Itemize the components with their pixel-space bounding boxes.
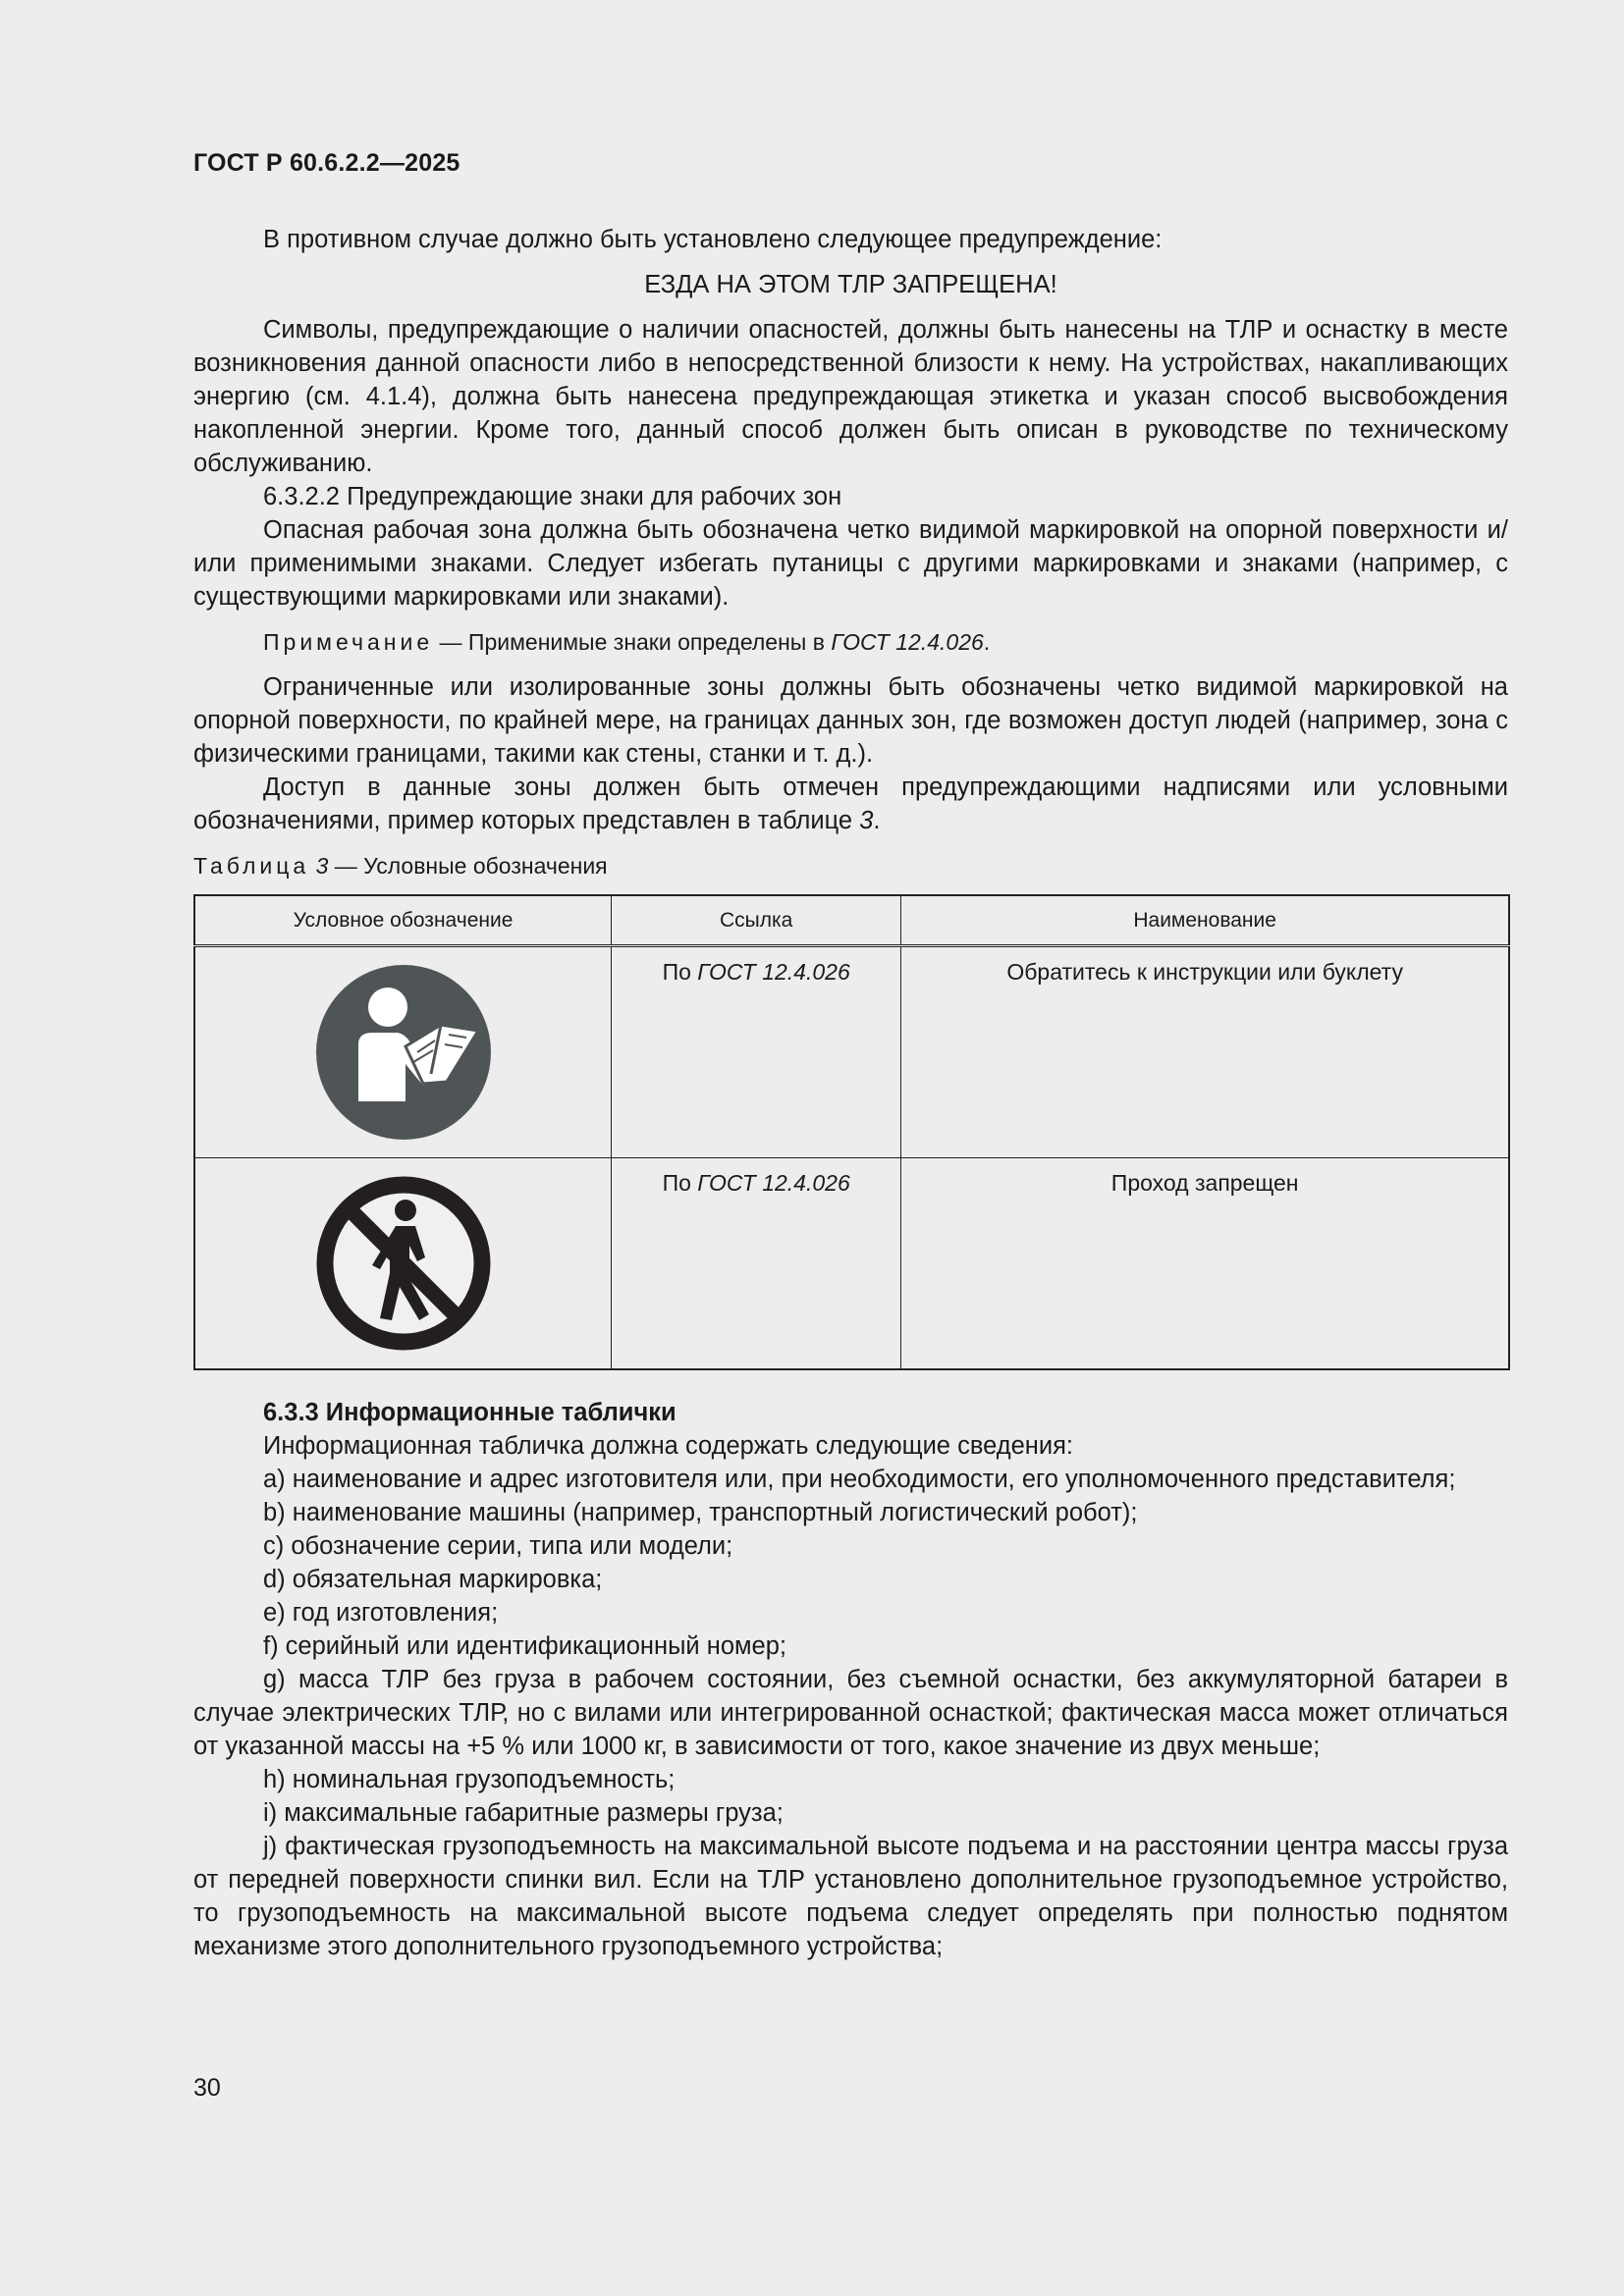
info-plate-list	[193, 1429, 1508, 1963]
paragraph: Символы, предупреждающие о наличии опасностей, должны быть нанесены на ТЛР и оснастку в месте возникновения данной опасности либо в непосредственной близости к нему. На устройствах, накапливающих энергию (см. 4.1.4), должна быть нанесена предупреждающая этикетка и указан способ высвобождения накопленной энергии. Кроме того, данный способ должен быть описан в руководстве по техническому обслуживанию.	[193, 316, 1508, 477]
reference-gost: ГОСТ 12.4.026	[697, 959, 850, 985]
list-item: b) наименование машины (например, транспортный логистический робот);	[263, 1499, 1138, 1526]
list-item: h) номинальная грузоподъемность;	[263, 1766, 676, 1793]
reference-gost: ГОСТ 12.4.026	[697, 1170, 850, 1196]
table-row	[194, 946, 1509, 1158]
reference-cell: По ГОСТ 12.4.026	[612, 1158, 901, 1370]
section-heading-633: 6.3.3 Информационные таблички	[263, 1399, 677, 1426]
list-intro: Информационная табличка должна содержать следующие сведения:	[263, 1432, 1073, 1460]
note: Примечание — Применимые знаки определены в ГОСТ 12.4.026.	[263, 629, 991, 655]
list-item: f) серийный или идентификационный номер;	[263, 1632, 786, 1660]
table-header-row	[194, 895, 1509, 946]
table-row	[194, 1158, 1509, 1370]
no-pedestrian-icon	[315, 1175, 492, 1352]
note-label: Примечание	[263, 629, 434, 655]
paragraph: Доступ в данные зоны должен быть отмечен предупреждающими надписями или условными обозначениями, пример которых представлен в таблице 3.	[193, 774, 1508, 834]
table-caption: Таблица 3 — Условные обозначения	[193, 853, 608, 879]
list-item: d) обязательная маркировка;	[263, 1566, 603, 1593]
list-item: c) обозначение серии, типа или модели;	[263, 1532, 733, 1560]
name-cell: Обратитесь к инструкции или буклету	[901, 946, 1509, 1158]
warning-text: ЕЗДА НА ЭТОМ ТЛР ЗАПРЕЩЕНА!	[644, 271, 1057, 298]
symbol-cell	[194, 1158, 612, 1370]
list-item: e) год изготовления;	[263, 1599, 499, 1627]
table-header: Наименование	[901, 895, 1509, 946]
paragraph: Ограниченные или изолированные зоны должны быть обозначены четко видимой маркировкой на опорной поверхности, по крайней мере, на границах данных зон, где возможен доступ людей (например, зона с физическими границами, такими как стены, станки и т. д.).	[193, 673, 1508, 768]
section-heading-6322: 6.3.2.2 Предупреждающие знаки для рабочих зон	[263, 483, 842, 510]
list-item: g) масса ТЛР без груза в рабочем состоянии, без съемной оснастки, без аккумуляторной батареи в случае электрических ТЛР, но с вилами или интегрированной оснасткой; фактическая масса может отличаться от указанной массы на +5 % или 1000 кг, в зависимости от того, какое значение из двух меньше;	[193, 1666, 1508, 1760]
page-number: 30	[193, 2074, 221, 2102]
paragraph: В противном случае должно быть установлено следующее предупреждение:	[263, 226, 1163, 253]
symbol-cell	[194, 946, 612, 1158]
table-header: Условное обозначение	[194, 895, 612, 946]
paragraph: Опасная рабочая зона должна быть обозначена четко видимой маркировкой на опорной поверхности и/или применимыми знаками. Следует избегать путаницы с другими маркировками и знаками (например, с существующими маркировками или знаками).	[193, 516, 1508, 611]
list-item: i) максимальные габаритные размеры груза;	[263, 1799, 784, 1827]
symbols-table	[193, 894, 1510, 1370]
document-header: ГОСТ Р 60.6.2.2—2025	[193, 149, 460, 177]
name-cell: Проход запрещен	[901, 1158, 1509, 1370]
table-header: Ссылка	[612, 895, 901, 946]
reference-cell: По ГОСТ 12.4.026	[612, 946, 901, 1158]
list-item: a) наименование и адрес изготовителя или, при необходимости, его уполномоченного представителя;	[263, 1466, 1456, 1493]
note-reference: ГОСТ 12.4.026	[831, 629, 984, 655]
page-body	[193, 223, 1508, 1963]
list-item: j) фактическая грузоподъемность на максимальной высоте подъема и на расстоянии центра массы груза от передней поверхности спинки вил. Если на ТЛР установлено дополнительное грузоподъемное устройство, то грузоподъемность на максимальной высоте подъема следует определять при полностью поднятом механизме этого дополнительного грузоподъемного устройства;	[193, 1833, 1508, 1960]
read-manual-icon	[315, 964, 492, 1141]
